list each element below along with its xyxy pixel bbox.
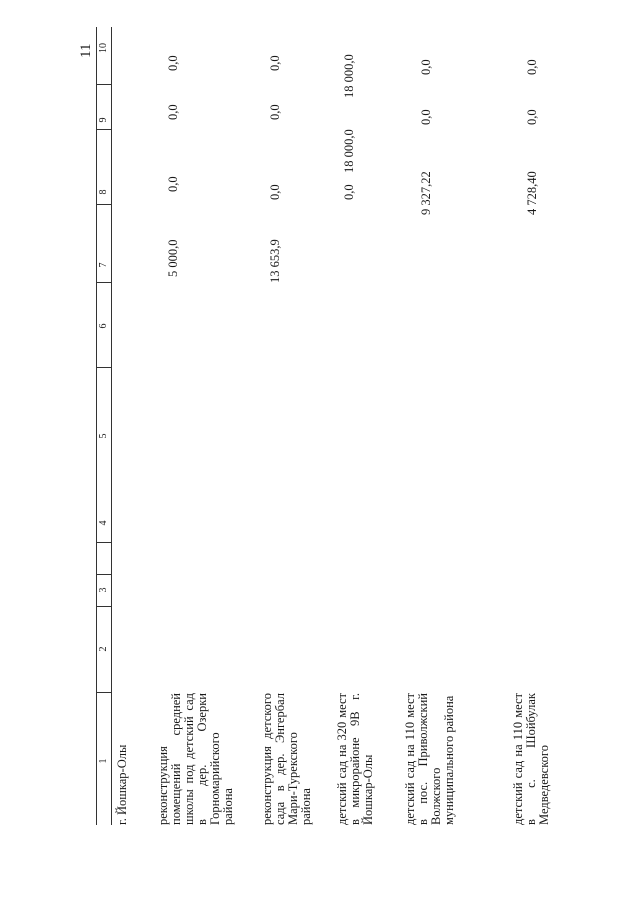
row-col10-value: 0,0: [268, 55, 282, 71]
col-divider: [96, 204, 112, 205]
column-number: 8: [98, 189, 109, 195]
header-bottom-rule: [111, 27, 112, 825]
column-number: 5: [98, 433, 109, 439]
column-number: 9: [98, 117, 109, 123]
row-description: реконструкция детского сада в дер. Энгербал Мари-Турекского района: [260, 693, 313, 825]
row-description: детский сад на 320 мест в микрорайоне 9В г. Йошкар-Олы: [335, 693, 375, 825]
row-col7-value: 13 653,9: [268, 239, 282, 283]
col-divider: [96, 367, 112, 368]
row-col8-value: 4 728,40: [525, 171, 539, 215]
column-number: 3: [98, 587, 109, 593]
row-description: детский сад на 110 мест в пос. Приволжский Волжского муниципального района: [403, 693, 456, 825]
row-col9-value: 18 000,0: [342, 129, 356, 173]
column-number: 2: [98, 646, 109, 652]
col-divider: [96, 692, 112, 693]
header-top-rule: [96, 27, 97, 825]
row-col8-value: 0,0: [166, 176, 180, 192]
row-col10-value: 0,0: [525, 59, 539, 75]
page-number: 11: [78, 43, 94, 58]
column-number: 6: [98, 323, 109, 329]
col-divider: [96, 606, 112, 607]
column-number: 10: [98, 43, 109, 53]
col-divider: [96, 574, 112, 575]
row-col9-value: 0,0: [268, 104, 282, 120]
col-divider: [96, 282, 112, 283]
row-col8-value: 9 327,22: [419, 171, 433, 215]
row-description: реконструкция помещений средней школы под детский сад в дер. Озерки Горномарийского района: [156, 693, 235, 825]
row-col10-value: 0,0: [419, 59, 433, 75]
row-col7-value: 5 000,0: [166, 239, 180, 277]
row-col9-value: 0,0: [525, 109, 539, 125]
row-col10-value: 18 000,0: [342, 54, 356, 98]
column-number: 1: [98, 758, 109, 764]
col-divider: [96, 84, 112, 85]
row-col8-value: 0,0: [268, 184, 282, 200]
row-col10-value: 0,0: [166, 55, 180, 71]
column-number: 7: [98, 262, 109, 268]
section-header: г. Йошкар-Олы: [115, 744, 129, 825]
col-divider: [96, 542, 112, 543]
column-number: 4: [98, 520, 109, 526]
row-col9-value: 0,0: [166, 104, 180, 120]
row-col8-value: 0,0: [342, 184, 356, 200]
row-description: детский сад на 110 мест в с. Шойбулак Медведевского: [511, 693, 551, 825]
row-col9-value: 0,0: [419, 109, 433, 125]
